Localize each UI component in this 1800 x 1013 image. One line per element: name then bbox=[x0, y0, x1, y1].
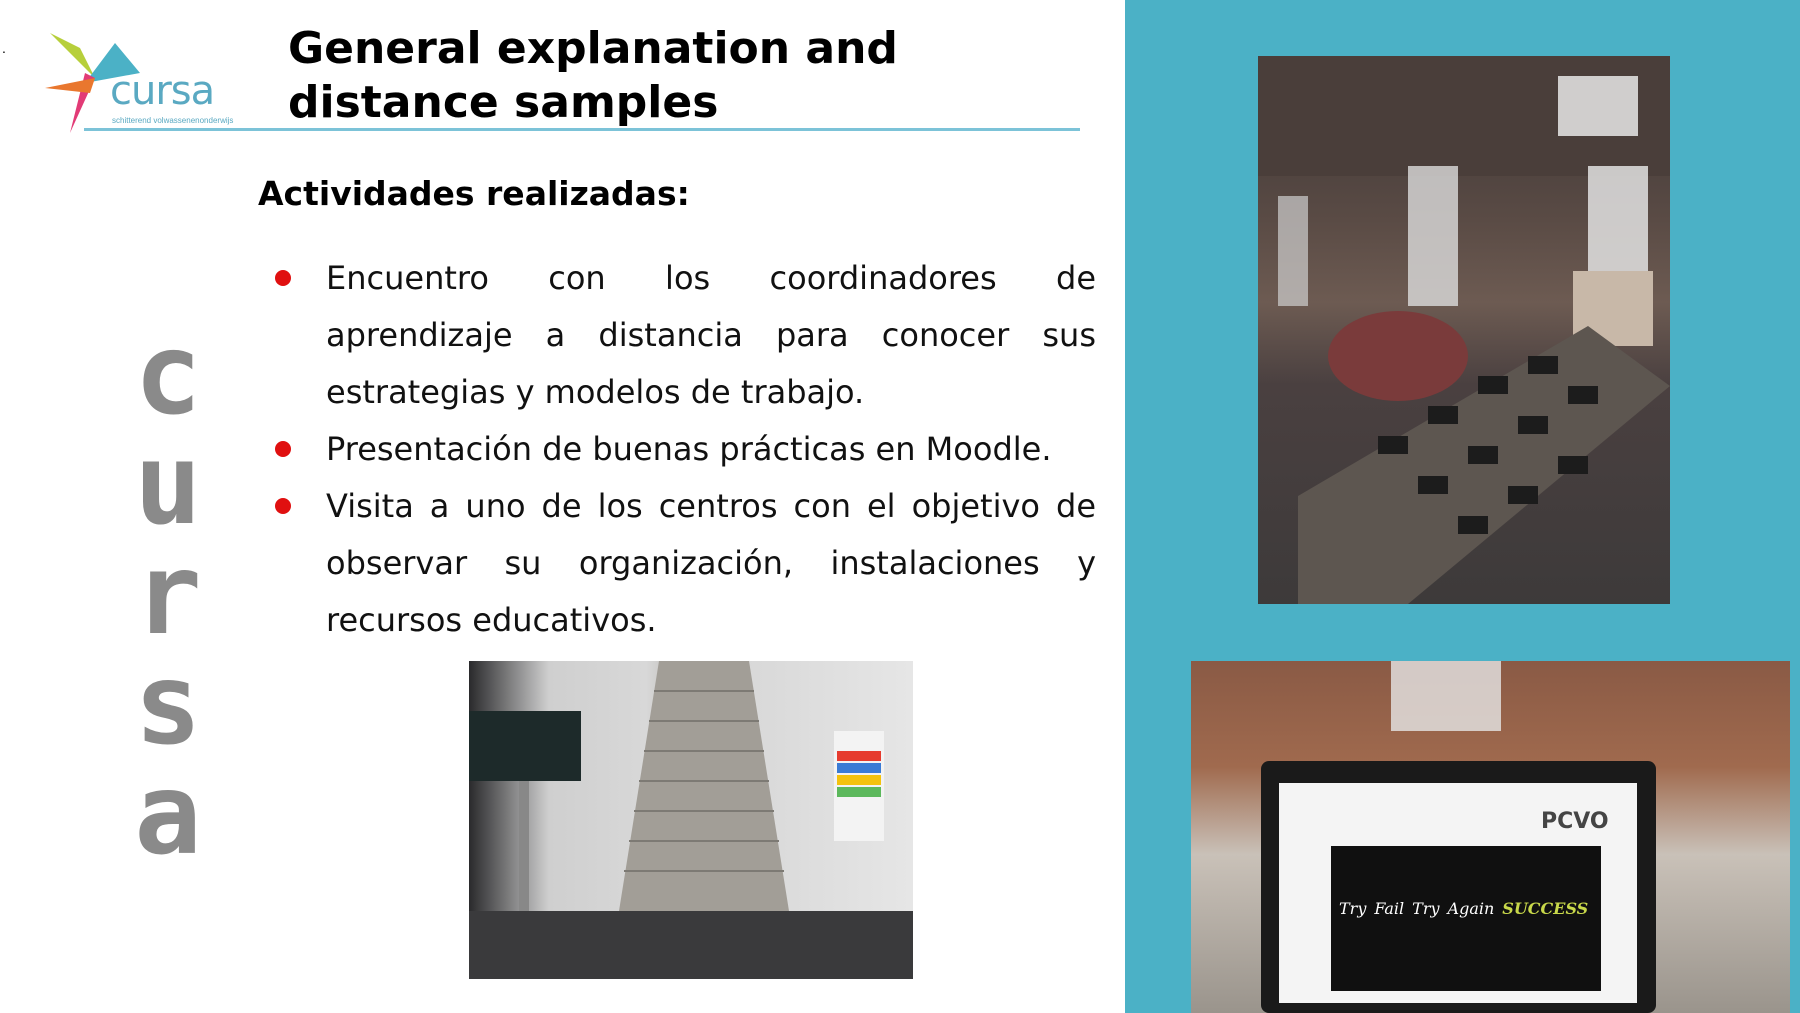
vertical-letter: r bbox=[134, 530, 202, 660]
screen-word: Try bbox=[1339, 899, 1367, 918]
vertical-letter: c bbox=[134, 310, 202, 440]
left-mark: . bbox=[2, 40, 6, 56]
logo-text: cursa bbox=[110, 68, 215, 114]
vertical-letter: s bbox=[134, 640, 202, 770]
list-item bbox=[270, 421, 1096, 478]
screen-word: SUCCESS bbox=[1502, 899, 1589, 918]
screen-word: Again bbox=[1447, 899, 1495, 918]
bullet-dot-icon bbox=[275, 270, 291, 286]
section-heading: Actividades realizadas: bbox=[258, 174, 690, 213]
list-item-text: Encuentro con los coordinadores de aprendizaje a distancia para conocer sus estrategias y modelos de trabajo. bbox=[326, 259, 1096, 411]
bullet-dot-icon bbox=[275, 441, 291, 457]
cursa-logo bbox=[40, 28, 240, 138]
list-item-text: Visita a uno de los centros con el objetivo de observar su organización, instalaciones y recursos educativos. bbox=[326, 487, 1096, 639]
title-line-1: General explanation and bbox=[288, 23, 898, 74]
hall-illustration bbox=[1258, 56, 1670, 604]
laptop-screen-words bbox=[1339, 899, 1599, 918]
laptop-illustration bbox=[1191, 661, 1790, 1013]
photo-laptop-presentation bbox=[1191, 661, 1790, 1013]
staircase-illustration bbox=[469, 661, 913, 979]
screen-word: Fail bbox=[1374, 899, 1405, 918]
photo-industrial-hall bbox=[1258, 56, 1670, 604]
vertical-letter: u bbox=[134, 420, 202, 550]
vertical-cursa-word bbox=[118, 310, 218, 880]
photo-staircase bbox=[469, 661, 913, 979]
activity-list bbox=[270, 250, 1096, 649]
title-line-2: distance samples bbox=[288, 77, 719, 128]
screen-word: Try bbox=[1412, 899, 1440, 918]
logo-subtext: schitterend volwassenenonderwijs bbox=[112, 116, 234, 125]
list-item bbox=[270, 250, 1096, 421]
vertical-letter: a bbox=[134, 750, 202, 880]
list-item-text: Presentación de buenas prácticas en Moodle. bbox=[326, 430, 1052, 468]
title-underline bbox=[84, 128, 1080, 131]
bullet-dot-icon bbox=[275, 498, 291, 514]
laptop-screen-brand: PCVO bbox=[1541, 809, 1609, 834]
slide-title bbox=[288, 22, 1068, 130]
list-item bbox=[270, 478, 1096, 649]
